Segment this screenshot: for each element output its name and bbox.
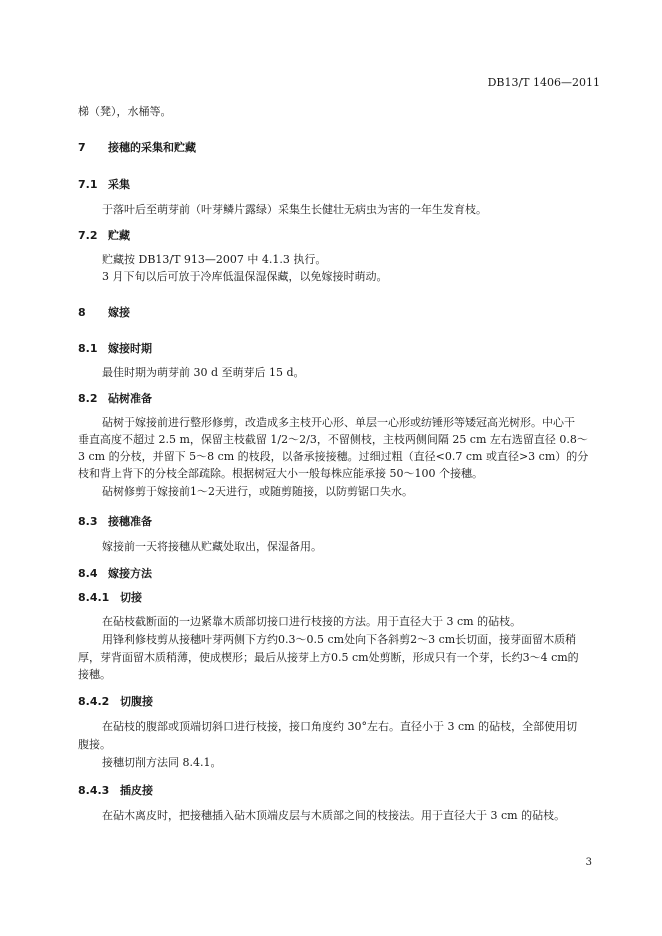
section-8-heading: [78, 304, 130, 322]
section-number: 7: [78, 141, 86, 154]
section-title: 嫁接时期: [108, 342, 152, 355]
section-title: 贮藏: [108, 229, 130, 242]
section-title: 接穗准备: [108, 515, 152, 528]
section-8-4-2-heading: [78, 693, 153, 711]
section-title: 嫁接: [108, 306, 130, 319]
paragraph: 接穗切削方法同 8.4.1。: [102, 756, 222, 769]
section-title: 切腹接: [120, 695, 153, 708]
section-number: 8.2: [78, 392, 98, 405]
section-number: 8.4.2: [78, 695, 110, 708]
section-title: 插皮接: [120, 784, 153, 797]
section-title: 切接: [120, 591, 142, 604]
section-title: 采集: [108, 178, 130, 191]
section-number: 7.1: [78, 178, 98, 191]
paragraph-line: 3 cm 的分枝，并留下 5～8 cm 的枝段，以备承接接穗。过细过粗（直径<0.7 cm 或直径>3 cm）的分: [78, 450, 589, 463]
paragraph: 贮藏按 DB13/T 913—2007 中 4.1.3 执行。: [102, 253, 327, 266]
paragraph: 3 月下旬以后可放于冷库低温保湿保藏，以免嫁接时萌动。: [102, 270, 388, 283]
paragraph-line: 在砧枝的腹部或顶端切斜口进行枝接，接口角度约 30°左右。直径小于 3 cm 的砧枝，全部使用切: [102, 720, 578, 733]
section-number: 8.1: [78, 342, 98, 355]
paragraph: 在砧木离皮时，把接穗插入砧木顶端皮层与木质部之间的枝接法。用于直径大于 3 cm 的砧枝。: [102, 809, 566, 822]
header-rule: [78, 94, 600, 95]
section-7-heading: [78, 139, 196, 157]
section-8-4-3-heading: [78, 782, 153, 800]
section-number: 7.2: [78, 229, 98, 242]
section-7-1-heading: [78, 176, 130, 194]
section-8-2-heading: [78, 390, 152, 408]
section-number: 8.4: [78, 567, 98, 580]
paragraph: 最佳时期为萌芽前 30 d 至萌芽后 15 d。: [102, 366, 305, 379]
section-number: 8.4.1: [78, 591, 110, 604]
document-code: DB13/T 1406—2011: [487, 76, 600, 89]
section-title: 接穗的采集和贮藏: [108, 141, 196, 154]
paragraph-line: 厚，芽背面留木质稍薄，使成楔形；最后从接芽上方0.5 cm处剪断，形成只有一个芽，长约3～4 cm的: [78, 651, 579, 664]
paragraph-line: 用锋利修枝剪从接穗叶芽两侧下方约0.3～0.5 cm处向下各斜剪2～3 cm长切面，接芽面留木质稍: [102, 633, 577, 646]
section-8-4-heading: [78, 565, 152, 583]
continuation-text: 梯（凳），水桶等。: [78, 105, 172, 118]
paragraph-line: 腹接。: [78, 738, 111, 751]
page-number: 3: [585, 857, 592, 868]
paragraph-line: 枝和背上背下的分枝全部疏除。根据树冠大小一般每株应能承接 50～100 个接穗。: [78, 467, 483, 480]
section-8-1-heading: [78, 340, 152, 358]
section-number: 8.3: [78, 515, 98, 528]
section-title: 砧树准备: [108, 392, 152, 405]
paragraph: 在砧枝截断面的一边紧靠木质部切接口进行枝接的方法。用于直径大于 3 cm 的砧枝。: [102, 615, 522, 628]
section-8-3-heading: [78, 513, 152, 531]
section-8-4-1-heading: [78, 589, 142, 607]
section-number: 8: [78, 306, 86, 319]
section-number: 8.4.3: [78, 784, 110, 797]
paragraph-line: 垂直高度不超过 2.5 m，保留主枝截留 1/2～2/3，不留侧枝，主枝两侧间隔 25 cm 左右选留直径 0.8～: [78, 433, 588, 446]
section-title: 嫁接方法: [108, 567, 152, 580]
paragraph-line: 砧树于嫁接前进行整形修剪，改造成多主枝开心形、单层一心形或纺锤形等矮冠高光树形。中心干: [102, 416, 575, 429]
paragraph: 砧树修剪于嫁接前1～2天进行，或随剪随接，以防剪锯口失水。: [102, 485, 413, 498]
section-7-2-heading: [78, 227, 130, 245]
paragraph-line: 接穗。: [78, 668, 111, 681]
paragraph: 于落叶后至萌芽前（叶芽鳞片露绿）采集生长健壮无病虫为害的一年生发育枝。: [102, 203, 487, 216]
paragraph: 嫁接前一天将接穗从贮藏处取出，保湿备用。: [102, 540, 322, 553]
